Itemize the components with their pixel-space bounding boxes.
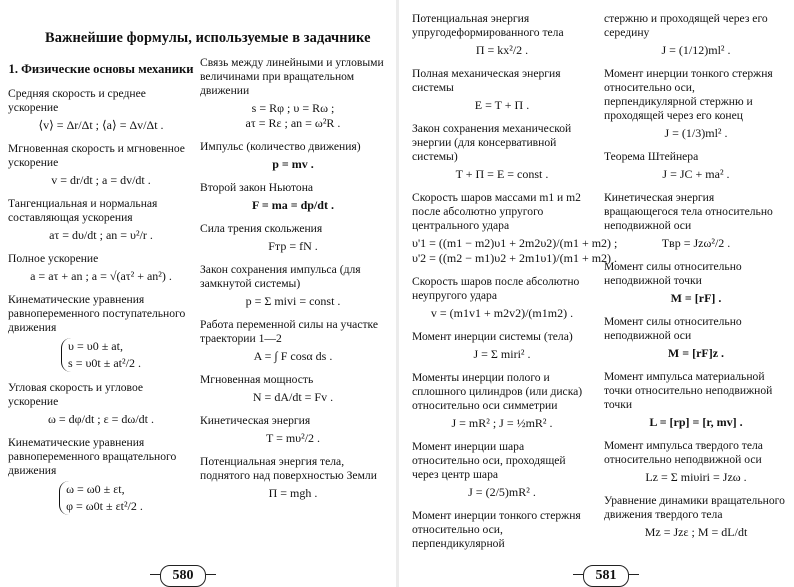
formula-block: Сила трения скольжения Fтр = fN . [200,222,323,253]
formula-block: Момент инерции шара относительно оси, проходящей через центр шара J = (2/5)mR² . [412,440,566,499]
formula-block: Мгновенная мощность N = dA/dt = Fv . [200,373,334,404]
formula-block: Второй закон Ньютона F = ma = dp/dt . [200,181,334,212]
book-title: Важнейшие формулы, используемые в задачнике [45,30,371,46]
column-3 [412,12,618,560]
formula-block: Тангенциальная и нормальная составляющая ускорения aτ = dυ/dt ; an = υ²/r . [8,197,158,242]
formula-block: Связь между линейными и угловыми величинами при вращательном движении s = Rφ ; υ = Rω ; aτ = Rε ; an = ω²R . [200,56,384,130]
formula-block: Момент инерции тонкого стержня относительно оси, перпендикулярной [412,509,581,550]
formula-block: Момент импульса материальной точки относительно неподвижной точки L = [rp] = [r, mv] . [604,370,773,429]
column-4 [604,12,788,549]
formula-block: Скорость шаров массами m1 и m2 после абсолютно упругого центрального удара υ'1 = ((m1 − m2)υ1 + 2m2υ2)/(m1 + m2) ; υ'2 = ((m2 − m1)υ2 + 2m1υ1)/(m1 + m2) . [412,191,618,265]
formula-block: Кинетическая энергия T = mυ²/2 . [200,414,321,445]
formula-block: Скорость шаров после абсолютно неупругого удара v = (m1v1 + m2v2)/(m1m2) . [412,275,580,320]
formula-block: Уравнение динамики вращательного движения твердого тела Mz = Jzε ; M = dL/dt [604,494,785,539]
equation-system: ω = ω0 ± εt, φ = ω0t ± εt²/2 . [59,481,143,515]
equation-system: υ = υ0 ± at, s = υ0t ± at²/2 . [61,338,141,372]
formula-block: Работа переменной силы на участке траектории 1—2 A = ∫ F cosα ds . [200,318,379,363]
formula-block: Полное ускорение a = aτ + an ; a = √(aτ² + an²) . [8,252,172,283]
book-gutter [396,0,399,587]
formula-block: стержню и проходящей через его середину J = (1/12)ml² . [604,12,768,57]
formula-block: Кинетическая энергия вращающегося тела относительно неподвижной оси Tвр = Jzω²/2 . [604,191,773,250]
section-title: 1. Физические основы механики [8,62,194,76]
formula-block: Средняя скорость и среднее ускорение ⟨v⟩ = Δr/Δt ; ⟨a⟩ = Δv/Δt . [8,87,164,132]
formula-block: Потенциальная энергия упругодеформированного тела Π = kx²/2 . [412,12,564,57]
formula-block: Кинематические уравнения равнопеременного поступательного движения υ = υ0 ± at, s = υ0t ± at²/2 . [8,293,186,370]
formula-block: Момент инерции тонкого стержня относительно оси, перпендикулярной стержню и проходящей через его конец J = (1/3)ml² . [604,67,773,140]
formula-block: Момент силы относительно неподвижной точки M = [rF] . [604,260,742,305]
page-580 [0,0,395,587]
page-number-badge: 581 [583,565,629,587]
formula-block: Импульс (количество движения) p = mv . [200,140,361,171]
formula-block: Момент импульса твердого тела относительно неподвижной оси Lz = Σ miυiri = Jzω . [604,439,763,484]
formula-block: Угловая скорость и угловое ускорение ω = dφ/dt ; ε = dω/dt . [8,381,154,426]
column-2 [200,56,386,510]
formula-block: Момент силы относительно неподвижной оси M = [rF]z . [604,315,742,360]
formula-block: Закон сохранения импульса (для замкнутой системы) p = Σ mivi = const . [200,263,361,308]
page-581 [400,0,794,587]
formula-block: Мгновенная скорость и мгновенное ускорение v = dr/dt ; a = dv/dt . [8,142,185,187]
formula-block: Полная механическая энергия системы E = T + Π . [412,67,561,112]
formula-block: Теорема Штейнера J = JC + ma² . [604,150,730,181]
page-number-badge: 580 [160,565,206,587]
formula-block: Моменты инерции полого и сплошного цилиндров (или диска) относительно оси симметрии J = mR² ; J = ½mR² . [412,371,583,430]
column-1 [8,56,194,524]
formula-block: Кинематические уравнения равнопеременного вращательного движения ω = ω0 ± εt, φ = ω0t ± εt²/2 . [8,436,177,513]
formula-block: Закон сохранения механической энергии (для консервативной системы) T + Π = E = const . [412,122,572,181]
formula-block: Момент инерции системы (тела) J = Σ miri² . [412,330,573,361]
formula-block: Потенциальная энергия тела, поднятого над поверхностью Земли Π = mgh . [200,455,377,500]
